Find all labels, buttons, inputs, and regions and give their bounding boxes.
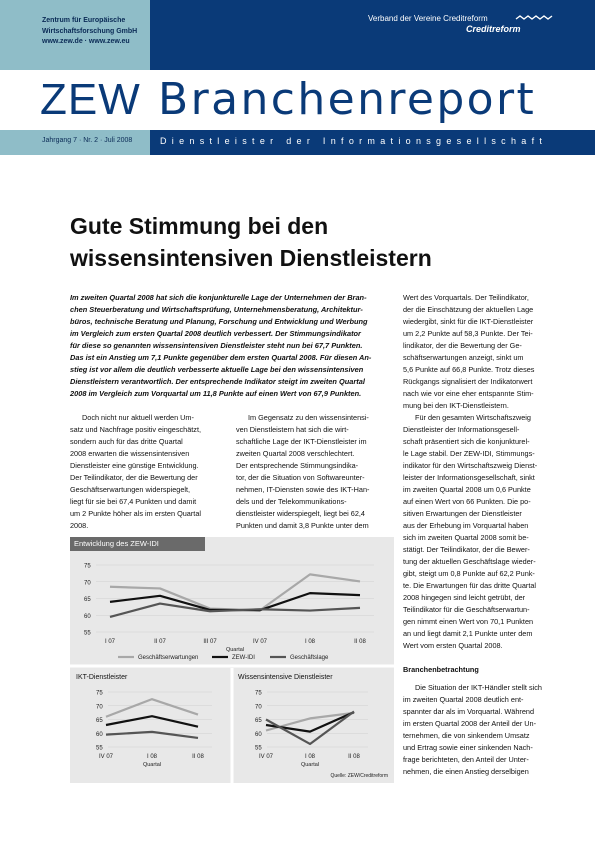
series-line [110, 604, 360, 617]
body-line: Punkten und damit 3,8 Punkte unter dem [236, 521, 369, 530]
body-line: Rückgangs signalisiert der Indikatorwert [403, 377, 533, 386]
body-line: ven Dienstleistern hat sich die wirt- [236, 425, 349, 434]
body-line: sitiven Erwartungen der Dienstleister [403, 509, 522, 518]
x-axis-label: Quartal [300, 762, 320, 768]
legend-label: ZEW-IDI [232, 655, 255, 661]
y-tick-label: 75 [84, 563, 91, 570]
body-line: Die Situation der IKT-Händler stellt sich [415, 683, 542, 692]
body-line: Dienstleister der Informationsgesell- [403, 425, 520, 434]
y-tick-label: 55 [96, 745, 103, 752]
body-line: 2008 erwarten die wissensintensiven [70, 449, 190, 458]
subchart-title: Wissensintensive Dienstleister [238, 674, 333, 681]
x-tick-label: I 08 [304, 754, 316, 760]
body-line: und Ertrag sowie einer sinkenden Nach- [403, 743, 533, 752]
article-title [70, 210, 432, 274]
body-line: le Lage stabil. Der ZEW-IDI, Stimmungs- [403, 449, 535, 458]
body-line: nehmen, die einen Anstieg derselbigen [403, 767, 529, 776]
lead-line: chen Steuerberatung und Wirtschaftsprüfung, Unternehmensberatung, Architektur- [70, 305, 363, 314]
lead-line: Im zweiten Quartal 2008 hat sich die konjunkturelle Lage der Unternehmen der Bran- [70, 293, 367, 302]
source-note: Quelle: ZEW/Creditreform [330, 773, 388, 779]
body-column-1 [70, 412, 220, 532]
body-line: dels und der Telekommunikations- [236, 497, 347, 506]
x-axis-label: Quartal [225, 647, 245, 653]
x-tick-label: IV 07 [98, 754, 114, 760]
series-line [110, 574, 360, 610]
main-chart-title: Entwicklung des ZEW-IDI [70, 537, 205, 551]
x-tick-label: II 08 [192, 754, 204, 760]
y-tick-label: 70 [84, 580, 91, 587]
body-line: nehmen, IT-Diensten sowie des IKT-Han- [236, 485, 370, 494]
body-line: Wert des Vorquartals. Der Teilindikator, [403, 293, 529, 302]
body-line: zweiten Quartal 2008 verschlechtert. [236, 449, 355, 458]
spacer [403, 652, 553, 664]
institute-block [42, 16, 148, 48]
legend-label: Geschäftserwartungen [138, 655, 199, 661]
lead-line: Dienstleistern verantwortlich. Der entsprechende Indikator steigt im zweiten Quartal [70, 377, 365, 386]
zew-wordmark: ZEW [40, 75, 141, 124]
body-line: ternehmen, die von sinkendem Umsatz [403, 731, 530, 740]
body-line: spannter dar als im Vorquartal. Während [403, 707, 535, 716]
series-line [106, 716, 198, 726]
body-line: stätigt. Der Teilindikator, der die Bewer- [403, 545, 530, 554]
body-line: Doch nicht nur aktuell werden Um- [82, 413, 194, 422]
y-tick-label: 65 [255, 718, 262, 724]
x-tick-label: I 07 [104, 639, 116, 645]
series-line [266, 712, 354, 744]
body-line: Geschäftserwartungen widerspiegelt, [70, 485, 191, 494]
brand-title: Branchenreport [158, 74, 537, 125]
logo-text: Creditreform [466, 24, 521, 34]
body-line: schäftserwartungen anzeigt, sinkt um [403, 353, 524, 362]
body-line: dienstleister widerspiegelt, liegt bei 62,4 [236, 509, 365, 518]
x-tick-label: III 07 [203, 639, 217, 645]
body-line: leister der Informationsgesellschaft, sinkt [403, 473, 535, 482]
x-tick-label: IV 07 [252, 639, 268, 645]
x-tick-label: II 07 [154, 639, 166, 645]
series-line [106, 732, 198, 738]
x-tick-label: I 08 [146, 754, 158, 760]
body-line: der die Einschätzung der aktuellen Lage [403, 305, 534, 314]
x-tick-label: II 08 [348, 754, 360, 760]
body-line: tor, der die Situation von Softwareunter- [236, 473, 365, 482]
creditreform-logo [466, 24, 554, 38]
body-line: im zweiten Quartal 2008 deutlich ent- [403, 695, 524, 704]
institute-web: www.zew.de · www.zew.eu [42, 38, 130, 45]
body-line: Wert vom ersten Quartal 2008. [403, 641, 503, 650]
body-line: Der Teilindikator, der die Bewertung der [70, 473, 198, 482]
body-column-3 [403, 292, 553, 778]
y-tick-label: 65 [96, 718, 103, 724]
body-line: indikator für den Wirtschaftszweig Dienst- [403, 461, 538, 470]
x-tick-label: II 08 [354, 639, 366, 645]
y-tick-label: 65 [84, 597, 91, 603]
body-line: Der entsprechende Stimmungsindika- [236, 461, 359, 470]
body-line: 2008 hingegen sind leicht getrübt, der [403, 593, 526, 602]
lead-line: im Vergleich zum ersten Quartal 2008 deutlich verbessert. Der Stimmungsindikator [70, 329, 361, 338]
body-line: schaft präsentiert sich die konjunkturel- [403, 437, 530, 446]
series-subtitle: Dienstleister der Informationsgesellschaft [160, 136, 548, 146]
body-column-2 [236, 412, 394, 532]
body-line: tung der aktuellen Geschäftslage wieder- [403, 557, 536, 566]
lead-line: für diese so genannten wissensintensiven Dienstleister steht nun bei 67,7 Punkten. [70, 341, 363, 350]
body-line: nach wie vor eine eher entspannte Stim- [403, 389, 534, 398]
body-line: frage berichteten, den Anteil der Unter- [403, 755, 529, 764]
body-line: gibt, steigt um 0,8 Punkte auf 62,2 Punk- [403, 569, 535, 578]
body-line: satz und Nachfrage positiv eingeschätzt, [70, 425, 202, 434]
x-tick-label: IV 07 [258, 754, 274, 760]
body-line: liegt für sie bei 67,4 Punkten und damit [70, 497, 197, 506]
legend-label: Geschäftslage [290, 655, 329, 661]
verband-label: Verband der Vereine Creditreform [368, 14, 488, 23]
y-tick-label: 60 [84, 613, 91, 620]
title-line: wissensintensiven Dienstleistern [70, 245, 432, 271]
body-line: um 2,2 Punkte auf 58,3 Punkte. Der Tei- [403, 329, 533, 338]
y-tick-label: 75 [96, 690, 103, 697]
subchart-title: IKT-Dienstleister [76, 674, 128, 681]
body-line: Für den gesamten Wirtschaftszweig [415, 413, 531, 422]
title-line: Gute Stimmung bei den [70, 213, 329, 239]
body-line: sondern auch für das dritte Quartal [70, 437, 183, 446]
x-axis-label: Quartal [142, 762, 162, 768]
y-tick-label: 55 [84, 630, 91, 637]
institute-line: Wirtschaftsforschung GmbH [42, 27, 138, 35]
body-line: um 2 Punkte höher als im ersten Quartal [70, 509, 202, 518]
body-line: lindikator, der die Bewertung der Ge- [403, 341, 522, 350]
body-line: im ersten Quartal 2008 der Anteil der Un- [403, 719, 537, 728]
body-line: sich im zweiten Quartal 2008 somit be- [403, 533, 529, 542]
body-line: im zweiten Quartal 2008 um 0,6 Punkte [403, 485, 531, 494]
y-tick-label: 70 [96, 704, 103, 711]
body-line: 5,6 Punkte auf 66,8 Punkte. Trotz dieses [403, 365, 535, 374]
body-line: Teilindikator für die Geschäftserwartun- [403, 605, 530, 614]
body-line: gen nimmt einen Wert von 70,1 Punkten [403, 617, 534, 626]
body-line: schaftliche Lage der IKT-Dienstleister im [236, 437, 367, 446]
body-line: 2008. [70, 521, 89, 530]
y-tick-label: 60 [255, 731, 262, 738]
section-heading: Branchenbetrachtung [403, 665, 479, 674]
body-line: te. Die Erwartungen für das dritte Quartal [403, 581, 537, 590]
body-line: wiedergibt, sinkt für die IKT-Dienstleister [403, 317, 534, 326]
y-tick-label: 60 [96, 731, 103, 738]
lead-line: büros, technische Beratung und Planung, Forschung und Entwicklung und Werbung [70, 317, 368, 326]
y-tick-label: 55 [255, 745, 262, 752]
charts-svg [70, 537, 394, 783]
body-line: auf einen Wert von 66 Punkten. Die po- [403, 497, 531, 506]
lead-line: 2008 im Vergleich zum Vorquartal um 11,8 Punkte auf einen Wert von 67,9 Punkten. [70, 389, 362, 398]
y-tick-label: 70 [255, 704, 262, 711]
body-line: Dienstleister eine günstige Entwicklung. [70, 461, 199, 470]
body-line: an und liegt damit 2,1 Punkte unter dem [403, 629, 533, 638]
institute-line: Zentrum für Europäische [42, 17, 126, 24]
creditreform-wave-icon [515, 14, 553, 24]
lead-line: stieg ist vor allem die deutlich verbesserte aktuelle Lage bei den wissensintensiven [70, 365, 364, 374]
x-tick-label: I 08 [304, 639, 316, 645]
y-tick-label: 75 [255, 690, 262, 697]
body-line: mung bei den IKT-Dienstleistern. [403, 401, 509, 410]
lead-paragraph [70, 292, 396, 400]
body-line: Im Gegensatz zu den wissensintensi- [248, 413, 369, 422]
lead-line: Das ist ein Anstieg um 7,1 Punkte gegenüber dem ersten Quartal 2008. Für diesen An- [70, 353, 372, 362]
series-line [106, 699, 198, 717]
issue-info: Jahrgang 7 · Nr. 2 · Juli 2008 [42, 137, 133, 144]
body-line: aus der Erhebung im Vorquartal haben [403, 521, 529, 530]
